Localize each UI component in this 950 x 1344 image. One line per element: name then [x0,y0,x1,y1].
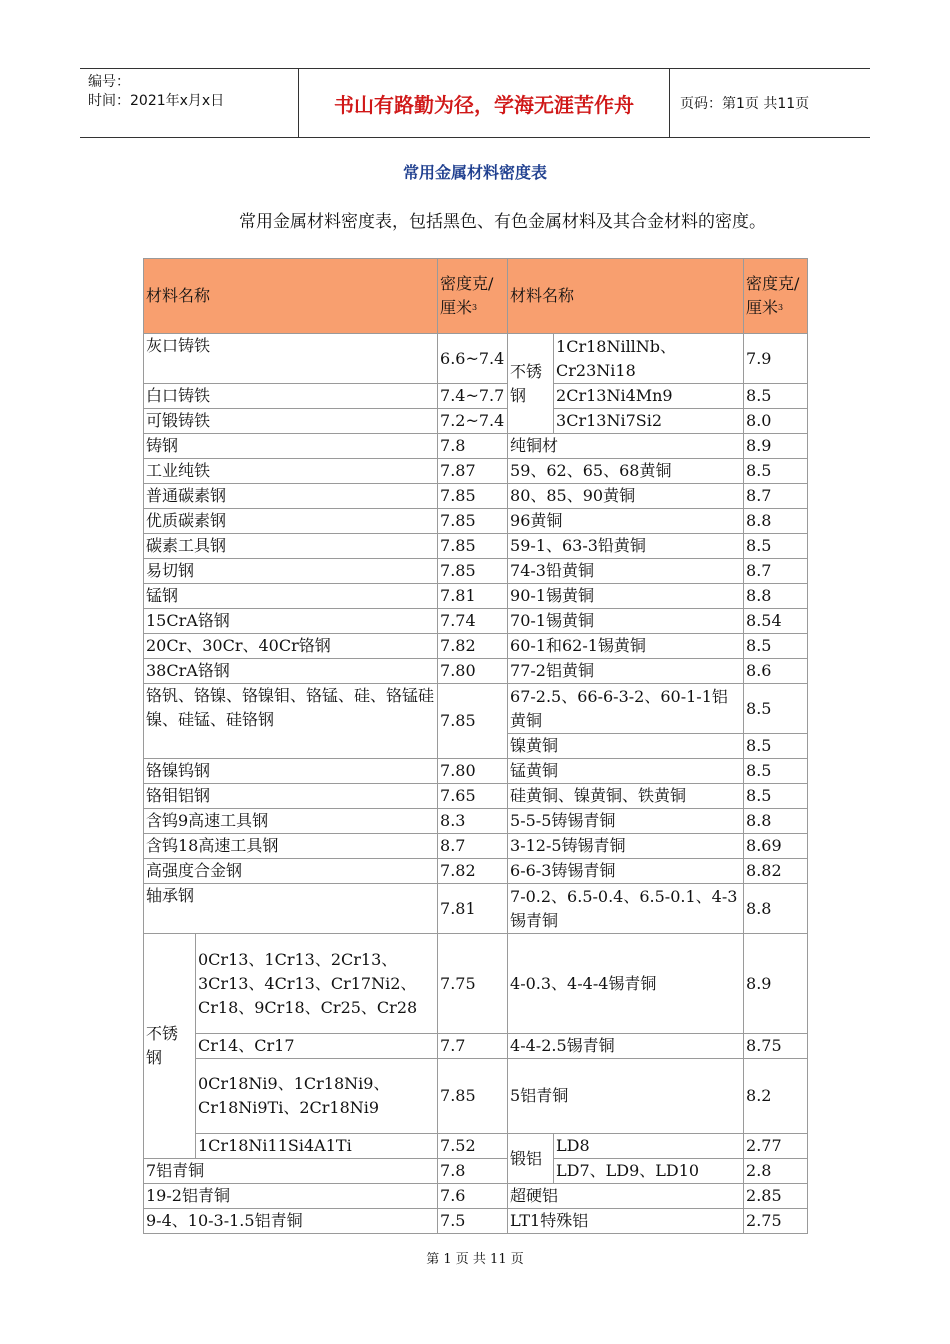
cell-density-2: 8.8 [744,584,808,609]
cell-density-2: 8.6 [744,659,808,684]
cell-name-2: 超硬铝 [508,1184,744,1209]
cell-name-2: 7-0.2、6.5-0.4、6.5-0.1、4-3锡青铜 [508,884,744,934]
cell-density: 7.52 [438,1134,508,1159]
cell-density-2: 2.75 [744,1209,808,1234]
cell-density: 7.85 [438,534,508,559]
cell-name-2: 6-6-3铸锡青铜 [508,859,744,884]
cell-name: 20Cr、30Cr、40Cr铬钢 [144,634,438,659]
table-row [144,1134,808,1159]
cell-name-2: 60-1和62-1锡黄铜 [508,634,744,659]
cell-name-2: 硅黄铜、镍黄铜、铁黄铜 [508,784,744,809]
cell-name-2: LD7、LD9、LD10 [554,1159,744,1184]
cell-density: 7.2~7.4 [438,409,508,434]
table-row [144,584,808,609]
cell-name-2: 96黄铜 [508,509,744,534]
cell-density: 7.85 [438,509,508,534]
cell-name: Cr14、Cr17 [196,1034,438,1059]
cell-density-2: 8.8 [744,509,808,534]
col-header-density [438,259,508,334]
intro-paragraph: 常用金属材料密度表，包括黑色、有色金属材料及其合金材料的密度。 [239,212,766,232]
table-row [144,784,808,809]
cell-name: 易切钢 [144,559,438,584]
table-row [144,1059,808,1134]
cell-name: 1Cr18Ni11Si4A1Ti [196,1134,438,1159]
header-page-label: 页码：第1页 共11页 [680,96,810,112]
cell-name-2: 纯铜材 [508,434,744,459]
cell-density: 7.85 [438,1059,508,1134]
cell-density: 7.65 [438,784,508,809]
table-row [144,809,808,834]
cell-name-2: 5-5-5铸锡青铜 [508,809,744,834]
header-meta [80,69,298,137]
cell-name-2: 2Cr13Ni4Mn9 [554,384,744,409]
cell-density: 7.75 [438,934,508,1034]
cell-density: 7.81 [438,884,508,934]
cell-density: 7.82 [438,859,508,884]
col-header-density-2 [744,259,808,334]
cell-name: 38CrA铬钢 [144,659,438,684]
cell-density: 7.87 [438,459,508,484]
table-row [144,1159,808,1184]
group-label-stainless: 不锈钢 [508,334,554,434]
cell-density: 7.7 [438,1034,508,1059]
cell-density-2: 8.5 [744,534,808,559]
cell-name-2: 5铝青铜 [508,1059,744,1134]
cell-density-2: 8.5 [744,734,808,759]
table-row [144,684,808,734]
cell-name: 0Cr18Ni9、1Cr18Ni9、Cr18Ni9Ti、2Cr18Ni9 [196,1059,438,1134]
cell-name-2: 3-12-5铸锡青铜 [508,834,744,859]
cell-name: 15CrA铬钢 [144,609,438,634]
cell-name: 含钨9高速工具钢 [144,809,438,834]
density-unit-sup: 3 [472,303,478,312]
table-row [144,859,808,884]
doc-number-label: 编号： [88,74,130,90]
cell-name: 铬钒、铬镍、铬镍钼、铬锰、硅、铬锰硅镍、硅锰、硅铬钢 [144,684,438,759]
doc-date-label: 时间：2021年x月x日 [88,93,225,109]
group-label-stainless-2: 不锈钢 [144,934,196,1159]
table-row [144,384,808,409]
cell-density: 7.4~7.7 [438,384,508,409]
cell-density-2: 2.77 [744,1134,808,1159]
density-unit-sup-2: 3 [778,303,784,312]
col-header-density-text: 密度克/厘米 [440,274,494,317]
cell-name: 锰钢 [144,584,438,609]
cell-name-2: 67-2.5、66-6-3-2、60-1-1铝黄铜 [508,684,744,734]
cell-name: 工业纯铁 [144,459,438,484]
cell-density-2: 8.8 [744,809,808,834]
group-label-forged-al: 锻铝 [508,1134,554,1184]
cell-name: 19-2铝青铜 [144,1184,438,1209]
cell-density-2: 8.5 [744,634,808,659]
cell-name-2: LT1特殊铝 [508,1209,744,1234]
cell-density-2: 8.54 [744,609,808,634]
cell-density-2: 8.2 [744,1059,808,1134]
cell-density-2: 8.82 [744,859,808,884]
table-header-row [144,259,808,334]
table-row [144,459,808,484]
col-header-material: 材料名称 [144,259,438,334]
cell-density: 7.74 [438,609,508,634]
cell-name: 普通碳素钢 [144,484,438,509]
cell-density-2: 8.9 [744,434,808,459]
cell-name-2: 59-1、63-3铅黄铜 [508,534,744,559]
cell-density: 8.3 [438,809,508,834]
table-row [144,559,808,584]
cell-name-2: LD8 [554,1134,744,1159]
table-row [144,434,808,459]
table-row [144,409,808,434]
cell-density-2: 8.5 [744,384,808,409]
cell-density: 7.85 [438,559,508,584]
cell-density-2: 8.9 [744,934,808,1034]
cell-name: 7铝青铜 [144,1159,438,1184]
cell-density: 7.85 [438,684,508,759]
cell-name-2: 77-2铝黄铜 [508,659,744,684]
cell-name: 高强度合金钢 [144,859,438,884]
cell-name-2: 90-1锡黄铜 [508,584,744,609]
cell-density-2: 7.9 [744,334,808,384]
cell-density: 6.6~7.4 [438,334,508,384]
cell-name: 灰口铸铁 [144,334,438,384]
cell-density: 7.8 [438,1159,508,1184]
cell-name-2: 74-3铅黄铜 [508,559,744,584]
cell-name-2: 锰黄铜 [508,759,744,784]
cell-name-2: 3Cr13Ni7Si2 [554,409,744,434]
cell-name: 碳素工具钢 [144,534,438,559]
cell-density-2: 8.5 [744,459,808,484]
cell-density-2: 8.69 [744,834,808,859]
cell-density: 7.80 [438,759,508,784]
cell-name: 0Cr13、1Cr13、2Cr13、3Cr13、4Cr13、Cr17Ni2、Cr18、9Cr18、Cr25、Cr28 [196,934,438,1034]
cell-density-2: 8.7 [744,484,808,509]
col-header-density-text-2: 密度克/厘米 [746,274,800,317]
table-row [144,659,808,684]
table-row [144,609,808,634]
cell-density: 7.81 [438,584,508,609]
cell-density-2: 2.8 [744,1159,808,1184]
table-row [144,1184,808,1209]
cell-name-2: 镍黄铜 [508,734,744,759]
table-row [144,884,808,934]
cell-name: 优质碳素钢 [144,509,438,534]
density-table [143,258,808,1234]
cell-name-2: 59、62、65、68黄铜 [508,459,744,484]
table-row [144,534,808,559]
cell-name: 可锻铸铁 [144,409,438,434]
header-motto: 书山有路勤为径，学海无涯苦作舟 [298,69,670,137]
cell-density-2: 8.7 [744,559,808,584]
cell-name: 铸钢 [144,434,438,459]
cell-density-2: 2.85 [744,1184,808,1209]
cell-density: 8.7 [438,834,508,859]
cell-name: 含钨18高速工具钢 [144,834,438,859]
cell-density: 7.6 [438,1184,508,1209]
page-header [80,68,870,138]
cell-density-2: 8.75 [744,1034,808,1059]
cell-name: 轴承钢 [144,884,438,934]
cell-density-2: 8.8 [744,884,808,934]
cell-name-2: 1Cr18NillNb、Cr23Ni18 [554,334,744,384]
cell-name-2: 4-4-2.5锡青铜 [508,1034,744,1059]
cell-density: 7.85 [438,484,508,509]
cell-density-2: 8.0 [744,409,808,434]
table-row [144,759,808,784]
table-row [144,484,808,509]
cell-name: 铬镍钨钢 [144,759,438,784]
cell-density: 7.5 [438,1209,508,1234]
cell-density: 7.8 [438,434,508,459]
table-row [144,634,808,659]
cell-name: 9-4、10-3-1.5铝青铜 [144,1209,438,1234]
page-title: 常用金属材料密度表 [402,163,547,182]
cell-name-2: 70-1锡黄铜 [508,609,744,634]
cell-density: 7.80 [438,659,508,684]
cell-density-2: 8.5 [744,759,808,784]
cell-density: 7.82 [438,634,508,659]
table-row [144,834,808,859]
table-row [144,1209,808,1234]
cell-name: 白口铸铁 [144,384,438,409]
page-footer: 第 1 页 共 11 页 [426,1252,524,1267]
table-row [144,509,808,534]
table-row [144,334,808,384]
cell-name-2: 80、85、90黄铜 [508,484,744,509]
cell-name-2: 4-0.3、4-4-4锡青铜 [508,934,744,1034]
table-row [144,934,808,1034]
table-row [144,1034,808,1059]
cell-density-2: 8.5 [744,684,808,734]
cell-name: 铬钼铝钢 [144,784,438,809]
cell-density-2: 8.5 [744,784,808,809]
col-header-material-2: 材料名称 [508,259,744,334]
